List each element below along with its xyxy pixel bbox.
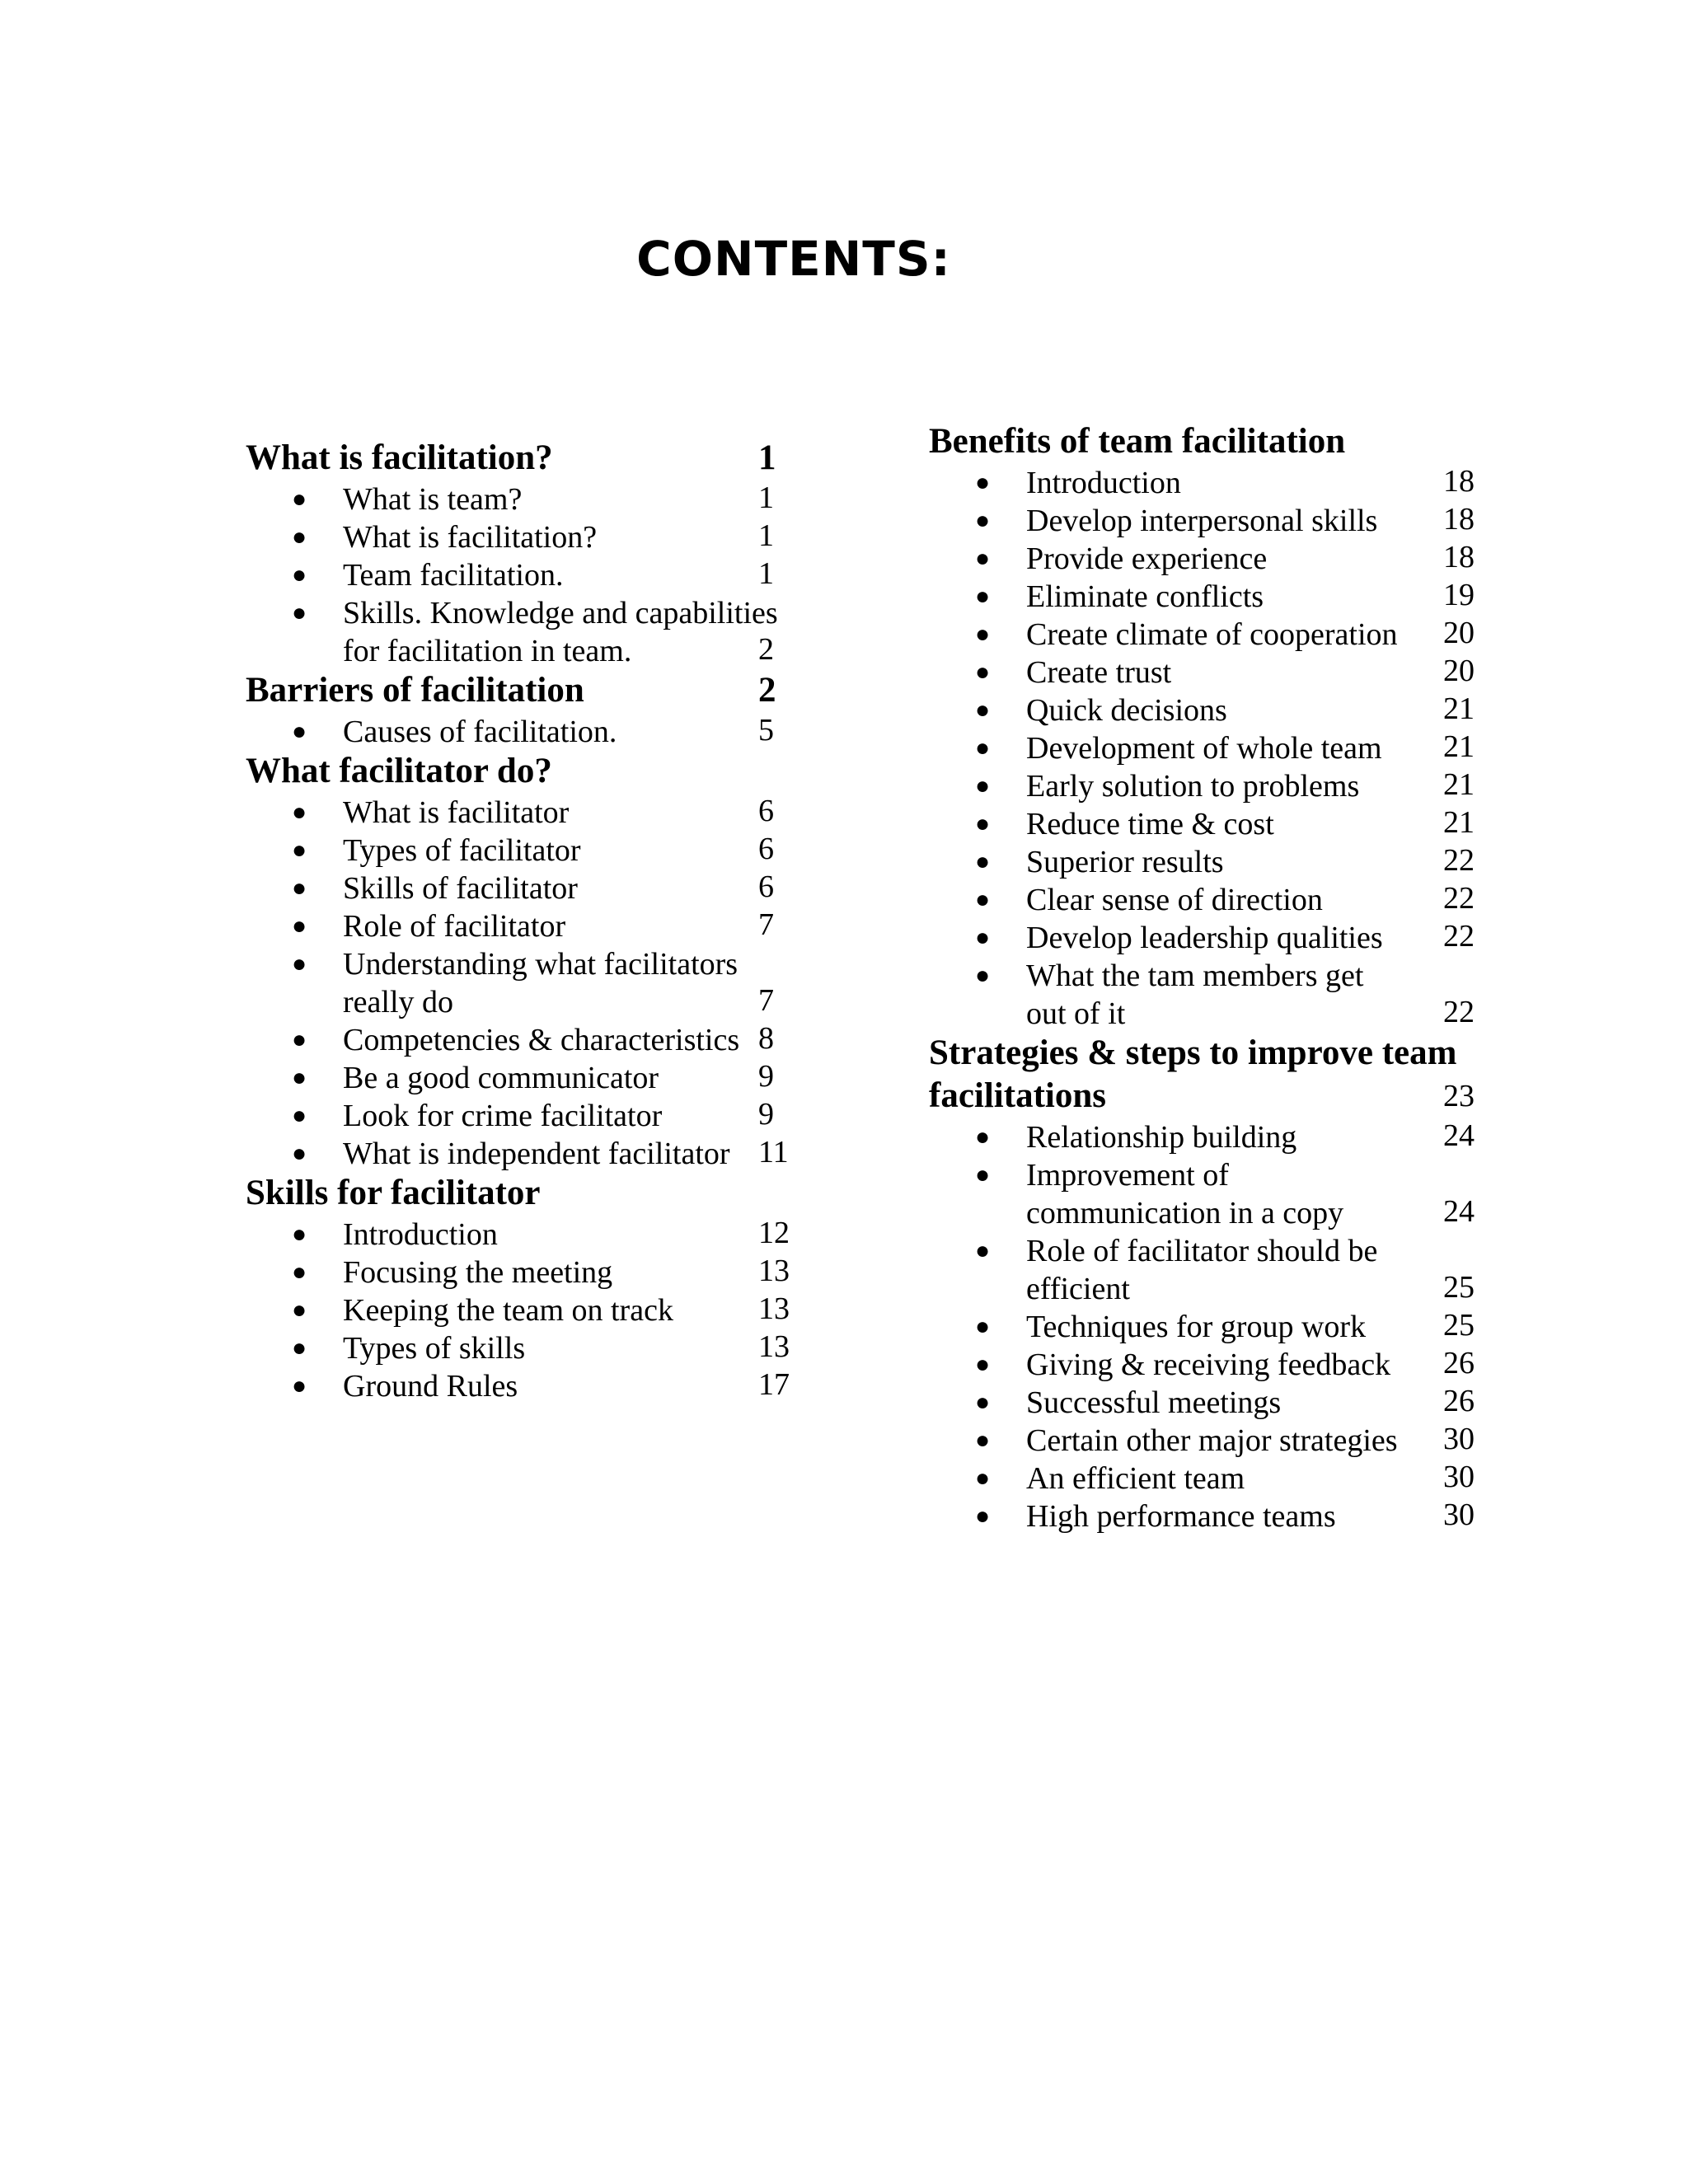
bullet-icon: ● bbox=[975, 1502, 991, 1530]
section-heading-text: What is facilitation? bbox=[246, 438, 553, 477]
toc-entry-page-number: 25 bbox=[1443, 1269, 1475, 1305]
toc-right-column bbox=[929, 420, 1506, 1535]
section-items-list bbox=[246, 712, 806, 750]
toc-entry bbox=[246, 907, 806, 944]
toc-entry bbox=[929, 842, 1506, 880]
toc-entry bbox=[929, 956, 1506, 1032]
toc-entry-text: Skills of facilitator bbox=[343, 871, 578, 906]
bullet-icon: ● bbox=[292, 912, 307, 940]
toc-entry bbox=[929, 1231, 1506, 1307]
toc-entry-page-number: 22 bbox=[1443, 842, 1475, 878]
toc-entry bbox=[929, 1118, 1506, 1155]
toc-entry bbox=[929, 539, 1506, 577]
toc-entry-page-number: 9 bbox=[758, 1096, 774, 1132]
toc-entry bbox=[929, 501, 1506, 539]
section-page-number: 23 bbox=[1443, 1079, 1475, 1113]
toc-entry-text: Team facilitation. bbox=[343, 558, 564, 593]
section-heading-text: Skills for facilitator bbox=[246, 1174, 541, 1212]
toc-entry-page-number: 20 bbox=[1443, 615, 1475, 650]
toc-entry bbox=[246, 555, 806, 593]
toc-entry-text: Ground Rules bbox=[343, 1369, 518, 1404]
toc-entry-page-number: 11 bbox=[758, 1134, 789, 1169]
toc-entry-page-number: 21 bbox=[1443, 691, 1475, 726]
toc-entry bbox=[929, 463, 1506, 501]
bullet-icon: ● bbox=[975, 1161, 991, 1188]
toc-entry-page-number: 1 bbox=[758, 555, 774, 591]
bullet-icon: ● bbox=[975, 848, 991, 875]
bullet-icon: ● bbox=[292, 718, 307, 745]
bullet-icon: ● bbox=[975, 658, 991, 686]
bullet-icon: ● bbox=[975, 1123, 991, 1151]
toc-entry-text: Improvement of bbox=[1026, 1158, 1229, 1193]
toc-entry-text: An efficient team bbox=[1026, 1461, 1245, 1496]
toc-entry-page-number: 13 bbox=[758, 1329, 790, 1364]
toc-entry-text: Causes of facilitation. bbox=[343, 715, 617, 749]
toc-entry-text: Types of skills bbox=[343, 1331, 526, 1366]
toc-entry-text: Successful meetings bbox=[1026, 1385, 1282, 1420]
toc-entry-page-number: 30 bbox=[1443, 1497, 1475, 1532]
bullet-icon: ● bbox=[292, 1102, 307, 1129]
toc-entry-page-number: 6 bbox=[758, 793, 774, 828]
toc-entry bbox=[246, 1134, 806, 1172]
bullet-icon: ● bbox=[975, 621, 991, 648]
toc-entry-page-number: 5 bbox=[758, 712, 774, 748]
toc-entry bbox=[246, 1058, 806, 1096]
toc-entry-text: High performance teams bbox=[1026, 1499, 1336, 1534]
toc-entry-text: Create trust bbox=[1026, 655, 1172, 690]
toc-entry bbox=[929, 918, 1506, 956]
section-heading-skills-for-facilitator bbox=[246, 1172, 806, 1215]
toc-entry-page-number: 22 bbox=[1443, 880, 1475, 916]
toc-entry-page-number: 21 bbox=[1443, 729, 1475, 764]
section-heading-what-is-facilitation bbox=[246, 437, 806, 480]
bullet-icon: ● bbox=[975, 1351, 991, 1378]
toc-entry-text: Understanding what facilitators bbox=[343, 947, 738, 982]
bullet-icon: ● bbox=[975, 962, 991, 989]
toc-entry-page-number: 8 bbox=[758, 1020, 774, 1056]
bullet-icon: ● bbox=[975, 734, 991, 762]
section-heading-text: Strategies & steps to improve team bbox=[929, 1033, 1457, 1072]
toc-entry-text: What is independent facilitator bbox=[343, 1137, 730, 1171]
toc-entry-text: Techniques for group work bbox=[1026, 1310, 1367, 1344]
toc-entry-text: Certain other major strategies bbox=[1026, 1423, 1398, 1458]
section-items-list bbox=[929, 1118, 1506, 1535]
toc-entry-page-number: 7 bbox=[758, 982, 774, 1018]
toc-entry-text: Types of facilitator bbox=[343, 833, 581, 868]
toc-entry-text: Focusing the meeting bbox=[343, 1255, 613, 1290]
bullet-icon: ● bbox=[975, 1313, 991, 1340]
toc-entry-page-number: 1 bbox=[758, 518, 774, 553]
toc-entry-page-number: 30 bbox=[1443, 1459, 1475, 1494]
toc-entry bbox=[246, 1366, 806, 1404]
toc-entry-page-number: 21 bbox=[1443, 766, 1475, 802]
toc-entry-text: Provide experience bbox=[1026, 541, 1268, 576]
toc-entry-text: Role of facilitator should be bbox=[1026, 1234, 1378, 1268]
toc-entry bbox=[929, 1383, 1506, 1421]
section-heading-barriers-of-facilitation bbox=[246, 669, 806, 712]
bullet-icon: ● bbox=[975, 696, 991, 724]
toc-entry bbox=[246, 1096, 806, 1134]
toc-entry-page-number: 24 bbox=[1443, 1118, 1475, 1153]
bullet-icon: ● bbox=[292, 950, 307, 977]
toc-entry bbox=[929, 1307, 1506, 1345]
toc-entry-text: Clear sense of direction bbox=[1026, 883, 1323, 917]
toc-entry-page-number: 30 bbox=[1443, 1421, 1475, 1456]
toc-entry bbox=[929, 615, 1506, 653]
toc-entry-page-number: 6 bbox=[758, 831, 774, 866]
toc-entry-page-number: 13 bbox=[758, 1291, 790, 1326]
toc-entry-text: Quick decisions bbox=[1026, 693, 1227, 728]
section-heading-benefits-of-team-facilitation bbox=[929, 420, 1506, 463]
toc-entry bbox=[246, 831, 806, 869]
bullet-icon: ● bbox=[975, 886, 991, 913]
toc-entry-text: Develop interpersonal skills bbox=[1026, 504, 1378, 538]
toc-entry bbox=[929, 1345, 1506, 1383]
toc-entry-text: Eliminate conflicts bbox=[1026, 579, 1264, 614]
section-heading-text: Benefits of team facilitation bbox=[929, 422, 1346, 461]
toc-entry bbox=[246, 944, 806, 1020]
section-items-list bbox=[246, 480, 806, 669]
toc-entry-page-number: 20 bbox=[1443, 653, 1475, 688]
bullet-icon: ● bbox=[975, 810, 991, 837]
bullet-icon: ● bbox=[292, 1296, 307, 1324]
toc-entry-text: Superior results bbox=[1026, 845, 1224, 879]
toc-entry-text: really do bbox=[343, 985, 454, 1019]
section-items-list bbox=[246, 1215, 806, 1404]
toc-entry-text: Role of facilitator bbox=[343, 909, 566, 944]
bullet-icon: ● bbox=[975, 772, 991, 799]
bullet-icon: ● bbox=[975, 1465, 991, 1492]
bullet-icon: ● bbox=[975, 1237, 991, 1264]
toc-entry-page-number: 18 bbox=[1443, 463, 1475, 499]
toc-entry bbox=[929, 729, 1506, 766]
toc-entry bbox=[929, 653, 1506, 691]
toc-entry-text: Giving & receiving feedback bbox=[1026, 1347, 1391, 1382]
toc-entry-page-number: 25 bbox=[1443, 1307, 1475, 1343]
toc-entry bbox=[246, 1253, 806, 1291]
toc-left-column bbox=[246, 437, 806, 1404]
bullet-icon: ● bbox=[292, 874, 307, 902]
toc-entry bbox=[246, 793, 806, 831]
bullet-icon: ● bbox=[975, 1427, 991, 1454]
section-heading-what-facilitator-do bbox=[246, 750, 806, 793]
bullet-icon: ● bbox=[292, 1258, 307, 1286]
toc-entry bbox=[929, 880, 1506, 918]
bullet-icon: ● bbox=[292, 1221, 307, 1248]
page-title: CONTENTS: bbox=[636, 231, 951, 287]
section-items-list bbox=[929, 463, 1506, 1032]
toc-entry-text: Skills. Knowledge and capabilities bbox=[343, 596, 778, 630]
toc-entry bbox=[929, 766, 1506, 804]
bullet-icon: ● bbox=[292, 561, 307, 588]
toc-entry bbox=[246, 480, 806, 518]
section-heading-text: What facilitator do? bbox=[246, 752, 552, 790]
section-heading-strategies-steps-to-improve-team-facilitations bbox=[929, 1032, 1506, 1118]
toc-entry bbox=[929, 804, 1506, 842]
toc-entry bbox=[246, 1020, 806, 1058]
toc-entry-page-number: 18 bbox=[1443, 539, 1475, 574]
toc-entry-page-number: 9 bbox=[758, 1058, 774, 1094]
bullet-icon: ● bbox=[292, 1334, 307, 1361]
bullet-icon: ● bbox=[292, 1026, 307, 1053]
bullet-icon: ● bbox=[975, 1389, 991, 1416]
toc-entry-text: Introduction bbox=[1026, 466, 1181, 500]
section-heading-text: facilitations bbox=[929, 1076, 1106, 1115]
toc-entry bbox=[246, 593, 806, 669]
bullet-icon: ● bbox=[975, 545, 991, 572]
bullet-icon: ● bbox=[975, 469, 991, 496]
toc-entry bbox=[929, 691, 1506, 729]
toc-entry bbox=[246, 712, 806, 750]
toc-entry-page-number: 1 bbox=[758, 480, 774, 515]
toc-entry-page-number: 18 bbox=[1443, 501, 1475, 537]
toc-entry-text: Introduction bbox=[343, 1217, 498, 1252]
toc-entry-page-number: 7 bbox=[758, 907, 774, 942]
toc-entry-page-number: 19 bbox=[1443, 577, 1475, 612]
section-heading-text: Barriers of facilitation bbox=[246, 671, 584, 710]
toc-entry-page-number: 13 bbox=[758, 1253, 790, 1288]
toc-entry bbox=[929, 1155, 1506, 1231]
toc-entry-text: What is facilitation? bbox=[343, 520, 598, 555]
toc-entry bbox=[246, 1329, 806, 1366]
bullet-icon: ● bbox=[292, 485, 307, 513]
toc-entry-text: Relationship building bbox=[1026, 1120, 1297, 1155]
bullet-icon: ● bbox=[292, 1372, 307, 1399]
toc-entry-text: Competencies & characteristics bbox=[343, 1023, 740, 1057]
toc-entry-page-number: 26 bbox=[1443, 1383, 1475, 1418]
bullet-icon: ● bbox=[292, 799, 307, 826]
bullet-icon: ● bbox=[975, 507, 991, 534]
toc-entry bbox=[246, 1291, 806, 1329]
bullet-icon: ● bbox=[292, 837, 307, 864]
toc-entry-page-number: 22 bbox=[1443, 994, 1475, 1029]
toc-entry-page-number: 12 bbox=[758, 1215, 790, 1250]
bullet-icon: ● bbox=[975, 583, 991, 610]
section-items-list bbox=[246, 793, 806, 1172]
section-page-number: 1 bbox=[758, 438, 776, 477]
bullet-icon: ● bbox=[975, 924, 991, 951]
toc-entry-text: Early solution to problems bbox=[1026, 769, 1360, 804]
bullet-icon: ● bbox=[292, 523, 307, 551]
toc-entry bbox=[929, 1497, 1506, 1535]
toc-entry-text: for facilitation in team. bbox=[343, 634, 632, 668]
toc-entry-text: efficient bbox=[1026, 1272, 1130, 1306]
toc-entry-text: Keeping the team on track bbox=[343, 1293, 673, 1328]
toc-entry-page-number: 24 bbox=[1443, 1193, 1475, 1229]
toc-entry bbox=[246, 1215, 806, 1253]
toc-entry-text: out of it bbox=[1026, 996, 1126, 1031]
section-page-number: 2 bbox=[758, 671, 776, 710]
toc-entry-page-number: 21 bbox=[1443, 804, 1475, 840]
toc-entry-text: communication in a copy bbox=[1026, 1196, 1344, 1230]
toc-entry bbox=[929, 1421, 1506, 1459]
toc-entry-page-number: 26 bbox=[1443, 1345, 1475, 1380]
toc-entry-text: Development of whole team bbox=[1026, 731, 1382, 766]
toc-entry bbox=[246, 518, 806, 555]
toc-entry-text: Create climate of cooperation bbox=[1026, 617, 1398, 652]
toc-entry bbox=[929, 577, 1506, 615]
toc-entry-page-number: 22 bbox=[1443, 918, 1475, 954]
toc-entry bbox=[929, 1459, 1506, 1497]
toc-entry-text: What is facilitator bbox=[343, 795, 570, 830]
bullet-icon: ● bbox=[292, 599, 307, 626]
toc-entry-text: What the tam members get bbox=[1026, 958, 1364, 993]
bullet-icon: ● bbox=[292, 1064, 307, 1091]
toc-entry-text: Be a good communicator bbox=[343, 1061, 659, 1095]
bullet-icon: ● bbox=[292, 1140, 307, 1167]
toc-entry-page-number: 17 bbox=[758, 1366, 790, 1402]
toc-entry-text: What is team? bbox=[343, 482, 523, 517]
toc-entry-text: Look for crime facilitator bbox=[343, 1099, 663, 1133]
toc-entry-text: Develop leadership qualities bbox=[1026, 921, 1383, 955]
toc-entry-page-number: 6 bbox=[758, 869, 774, 904]
toc-entry-page-number: 2 bbox=[758, 631, 774, 667]
toc-entry bbox=[246, 869, 806, 907]
toc-entry-text: Reduce time & cost bbox=[1026, 807, 1274, 841]
